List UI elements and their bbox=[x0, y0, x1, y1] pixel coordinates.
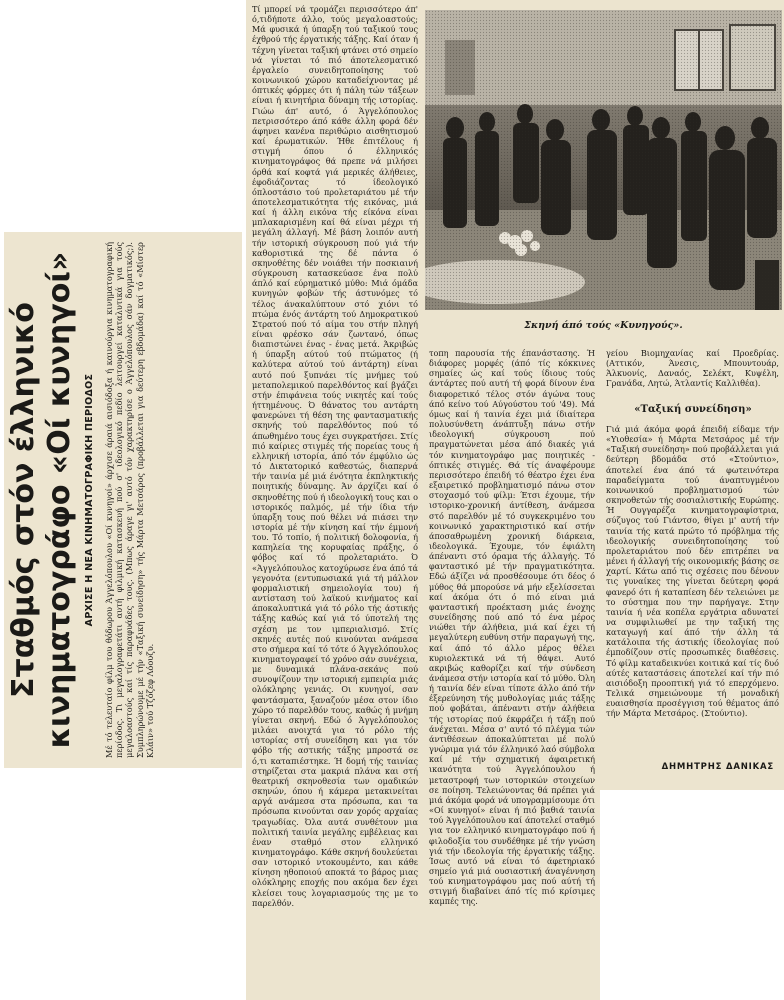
article-column-middle bbox=[246, 0, 423, 1000]
film-still-photo bbox=[425, 10, 782, 310]
photo-block bbox=[423, 0, 784, 346]
article-text-right-top: γείου Βιομηχανίας καί Προεδρίας. (Αττικόν, Άνεσις, Μπουντουάρ, Άλκυονίς, Δαναός, Σελέκτ, Κυψέλη, Γρανάδα, Λητώ, Άτλαντίς Καλλιθέα). bbox=[606, 348, 779, 389]
headline-lead-paragraph: Μέ τό τελευταίο φίλμ του θόδωρου Άγγελόπουλου «Οί κυνηγοί» άρχισε άραιά αισιόδοξα ή καινούργια κινηματογραφική περίοδος. Τι μεγαλογραφετάτι αυτή φιλμική κατασκευή πού σ' ιδεολογικό πεδίο λειτουργεί καταλυτικά για τούς μεγαλοαστούς καί τίς παραφυάδες τους. (Μπως άραγε γι' αυτό τόν χαρακτηρίσε ο Άγγελόπουλος σάν δογματικός;). Συμπληρώνουμε μέ τήν «Ταξική συνείδηση» τής Μάρτα Μετσάρος (προβάλλεται για δεύτερη εβδομάδα) καί τό «Μίστερ Κλάιν» τού Τζόζεφ Λόουζυ. bbox=[104, 242, 155, 758]
article-text-right: Γιά μιά άκόμα φορά έπειδή είδαμε τήν «Υιοθεσία» ή Μάρτα Μετσάρος μέ τήν «Ταξική συνείδηση» πού προβάλλεται γιά δεύτερη βδομάδα στό «Στούντιο», άποτελεί ένα άπό τά φωτεινότερα παραδείγματα τού άναπτυγμένου κοινωνικού προβληματισμού τών σκηνοθετών τής σοσιαλιστικής Ευρώπης. Ή Ουγγαρέζα κινηματογραφίστρια, σύζυγος τού Γιάντσο, θίγει μ' αυτή τήν ταινία τής κατά πρώτο τό πρόβλημα τής ιδεολογικής συνειδητοποίησης τού προλεταριάτου πού δέν επιτρέπει να μένει ή άλλαγή τής οικονομικής βάσης σε χαρτί. Κάτω από τις σχέσεις που δένουν τις γυναίκες της γίνεται δεύτερη φορά φανερό ότι ή καταπίεση δέν τελειώνει με το σύστημα που την παρήγαγε. Στην ταινία ή νέα κοπέλα εργάτρια αδυνατεί να συμφιλιωθεί με την ταξική της καταγωγή καί άπό τήν άλλη τά κατάλοιπα τής άστικής ίδεολογίας πού έμποδίζουν στίς προσωπικές διαθέσεις. Τό φίλμ καταδεικνύει κοιτικά καί τίς δυό αύτές καταστάσεις άποτελεί καί τήν πιό αισιόδοξη προοπτική γιά τό επερχόμενο. Τελικά σημειώνουμε τή μοναδική ευαισθησία προσέγγιση τού θέματος άπό τήν Μάρτα Μετσάρος. (Στούντιο). bbox=[606, 424, 779, 719]
article-column-right bbox=[600, 346, 784, 790]
headline-line-1: Σταθμός στόν έλληνικό bbox=[6, 302, 41, 698]
headline-strip bbox=[4, 232, 242, 768]
section-subheading: «Ταξική συνείδηση» bbox=[634, 404, 752, 415]
photo-caption: Σκηνή άπό τούς «Κυνηγούς». bbox=[524, 320, 683, 331]
article-column-center bbox=[423, 346, 600, 1000]
article-text-center: τοπη παρουσία τής έπανάστασης. Ή διάφορες μορφές (άπό τίς κόκκινες σημαίες ώς καί τούς ίδιους τούς άντάρτες πού αυτή τή φορά δίνουν ένα διαφορετικό τέλος στόν άγώνα τους άπό κείνο τού Αύγούστου τού '49). Μά όμως καί ή ταινία έχει μιά ίδιαίτερα πολυσύνθετη άνάπτυξη πάνω στήν ιδεολογική σύγκρουση πού πραγματώνεται μέσα άπό διακές γιά τόν κινηματογράφο μας ποιητικές - όπτικές στιγμές. Θά τίς άναφέρουμε περισσότερο έπειδή τό θέατρο έχει ένα εξαιρετικό προβληματισμό πάνω στον στοχασμό τού φίλμ: Έτσι έχουμε, τήν ιστορικο-χρονική άντίθεση, άνάμεσα στό παρελθόν μέ τό συγκεκριμένο του κοινωνικό χαρακτηριστικό καί στήν άποσαθρωμένη χρονική διάρκεια, ιδεολογικά. Έχουμε, τόν έφιάλτη άπέναντι στό όραμα τής άλλαγής. Τό φανταστικό μέ τήν πραγματικότητα. Εδώ άξίζει νά προσθέσουμε ότι δέος ό μύθος θά μπορούσε νά μήν εξελίσσεται καί άκόμα ότι ό πιό είναι μιά φανταστική προέκταση μιάς ένοχης συνείδησης πού από τό ένα μέρος νιώθει τήν άλήθεια, μιά καί έχει τή μεγαλύτερη ευθύνη στήν παραγωγή της, καί άπό τό άλλο μέρος θέλει κυριολεκτικά νά τή θάψει. Αυτό ακριβώς καθορίζει καί τήν σύνδεση άνάμεσα στήν ιστορία καί τό μύθο. Όλη ή ταινία δέν είναι τίποτε άλλο άπό τήν έξερεύνηση τής μυθολογίας μιάς τάξης πού φοβάται, άπέναντι στήν άλήθεια τής ιστορίας πού έκφράζει ή τάξη πού άνέχεται. Μέσα σ' αυτό τό πλέγμα τών άντιθέσεων άποκαλύπτεται μέ πολύ γνώριμα γιά τόν έλληνικό λαό σύμβολα καί μέ τήν σχηματική άφαιρετική ικανότητα τού Άγγελόπουλου ή μεταστροφή των ιστορικών στοιχείων σε ποίηση. Τελειώνοντας θά πρέπει γιά μιά άκόμα φορά νά υπογραμμίσουμε ότι «Οί κυνηγοί» είναι ή πιό βαθιά ταινία τού Άγγελόπουλου καί άποτελεί σταθμό για τον ελληνικό κινηματογράφο πού ή φιλοδοξία του συνδέθηκε μέ τήν γνώση γιά τήν ιδεολογία τής έργατικής τάξης. Ίσως αυτό νά είναι τό άφετηριακό σημείο γιά μιά ουσιαστική άναγέννηση τού κινηματογράφου μας πού αύτή τή στιγμή διαβαίνει άπό τίς πιό κρίσιμες καμπές της. bbox=[429, 348, 595, 907]
author-byline: ΔΗΜΗΤΡΗΣ ΔΑΝΙΚΑΣ bbox=[661, 762, 774, 772]
headline-line-2: κινηματογράφο «Οί κυνηγοί» bbox=[42, 251, 77, 749]
article-text-middle: Τί μπορεί νά τρομάζει περισσότερο άπ' ό,τιδήποτε άλλο, τούς μεγαλοαστούς; Μά φυσικά ή ύπαρξη τού ταξικού τους έχθρού τής έργατικής τάξης. Καί όταν ή τέχνη γίνεται ταξική φτάνει στό σημείο νά γίνεται τό πιό άποτελεσματικό έργαλείο συνειδητοποίησης τού κοινωνικού χώρου καταδείχνοντας μέ όπτικές φόρμες ότι ή πάλη τών τάξεων είναι ή κινητήρια δύναμη τής ιστορίας. Γιώω άπ' αυτό, ό Άγγελόπουλος πετρισσότερο άπό κάθε άλλη φορά δέν άφηνει κανένα περιθώριο αισθητισμού καί έρωματικών. Ήθε έπιτέλους ή στιγμή όπου ό έλληνικός κινηματογράφος θά πρεπε νά μιλήσει όρθά καί κοφτά γιά μερικές άλήθειες, έφοδιάζοντας τό ίδεολογικό όπλοστάσιο τού προλεταριάτου μέ τήν άποτελεσματικότητα τής εικόνας, μιά καί ή άλλη εικόνα τής είκόνα είναι μπλακαρισμένη καί θά είναι μέχρι τή μεγάλη άλλαγή. Μέ βάση λοιπόν αυτή τήν ιστορική σύγκρουση πού γιά τήν καθοριστικά της δέ πάντα ό σκηνοθέτης δέν νοιάθει τήν ποσκιαινή σύγκρουση κατασκεύασε ένα πολύ άπλό καί εύρηματικό μύθο: Μιά όμάδα κυνηγών φοβών τής άστυνόμες τό τέλος άνακαλύπτουν στό χιόνι τό πτώμα ένός άντάρτη τού Δημοκρατικού Στρατού πού τό αίμα του στήν πληγή είναι φρέσκο σάν ζωντανό, όπως διαπιστώνει ένας - ένας μετά. Άκριβώς ή ύπαρξη αύτού τού πτώματος (ή καλύτερα αύτού τού άντάρτη) είναι αυτό πού ξυπνάει τίς μνήμες τού μεταπολεμικού παρελθόντος καί βγάζει στήν έπιφάνεια τούς νικητές καί τούς ήττημένους. Ό θάνατος του αντάρτη φανερώνει τή θέση της φαντασματικής σκηνής τού παρελθόντος πού τό άπωθημένο τους έχει συγκρατήσει. Στίς πιό καίριες στιγμές τής πορείας τους ή ελληνική ιστορία, άπό τόν έμφύλιο ώς τό Δικτατορικό καθεστώς, διαπερνά τήν ταινία μέ μιά ένότητα έκπληκτικής ποιητικής δύναμης. Άν άρχίζει καί ό σκηνοθέτης πού ή ιδεολογική τους και ο ιστορικός παλμός, μέ τήν ίδια τήν ύπαρξη τους πού θέλει νά πιάσει την ιστορία μέ τήν κίνηση καί τήν έμμονή του. Τό τοπίο, ή πολιτική δολοφονία, ή καπηλεία της κορυφαίας πράξης, ό φόβος καί τό προλεταριάτο. Ό «Άγγελόπουλος κατοχύρωσε ένα άπό τά γεγονότα (εντυπωσιακά γιά τή μάλλον φορμαλιστική σημειολογία του) ή αντίσταση τού λαϊκού κινήματος καί άποκαλυπτικά γιά τό ρόλο τής άστικής τάξης καθώς καί γιά τό ύποτελή της σχέση με τον ιμπεριαλισμό. Στίς σκηνές αυτές πού κινούνται ανάμεσα στο σήμερα καί τό τότε ό Άγγελόπουλος κινηματογραφεί τό χρόνο σάν συνέχεια, με δυναμικά πλάνα-σεκάνς πού συνοψίζουν την ιστορική εμπειρία μιάς ολόκληρης γενιάς. Οι κυνηγοί, σαν φαντάσματα, ξαναζούν μέσα στον ίδιο χώρο τό παρελθόν τους, καθώς ή μνήμη γίνεται σκηνή. Εδώ ό Άγγελόπουλος μιλάει ανοιχτά για τό ρόλο τής ιστορίας στή συνείδηση και για τόν φόβο τής αστικής τάξης μπροστά σε ό,τι καταπιέστηκε. Ή δομή τής ταινίας στηρίζεται στα μακριά πλάνα και στή θεατρική σκηνοθεσία των ομαδικών σκηνών, όπου ή κάμερα μετακινείται αργά ανάμεσα στα πρόσωπα, και τα πρόσωπα κινούνται σαν χορός αρχαίας τραγωδίας. Όλα αυτά συνθέτουν μια πολιτική ταινία μεγάλης εμβέλειας και έναν σταθμό στον ελληνικό κινηματογράφο. Κάθε σκηνή δουλεύεται σαν ιστορικό ντοκουμέντο, και κάθε κίνηση ηθοποιού αποκτά το βάρος μιας ολόκληρης εποχής που ακόμα δεν έχει κλείσει τους λογαριασμούς της με το παρελθόν. bbox=[252, 4, 418, 908]
headline-kicker: ΑΡΧΙΣΕ Η ΝΕΑ ΚΙΝΗΜΑΤΟΓΡΑΦΙΚΗ ΠΕΡΙΟΔΟΣ bbox=[84, 373, 95, 627]
